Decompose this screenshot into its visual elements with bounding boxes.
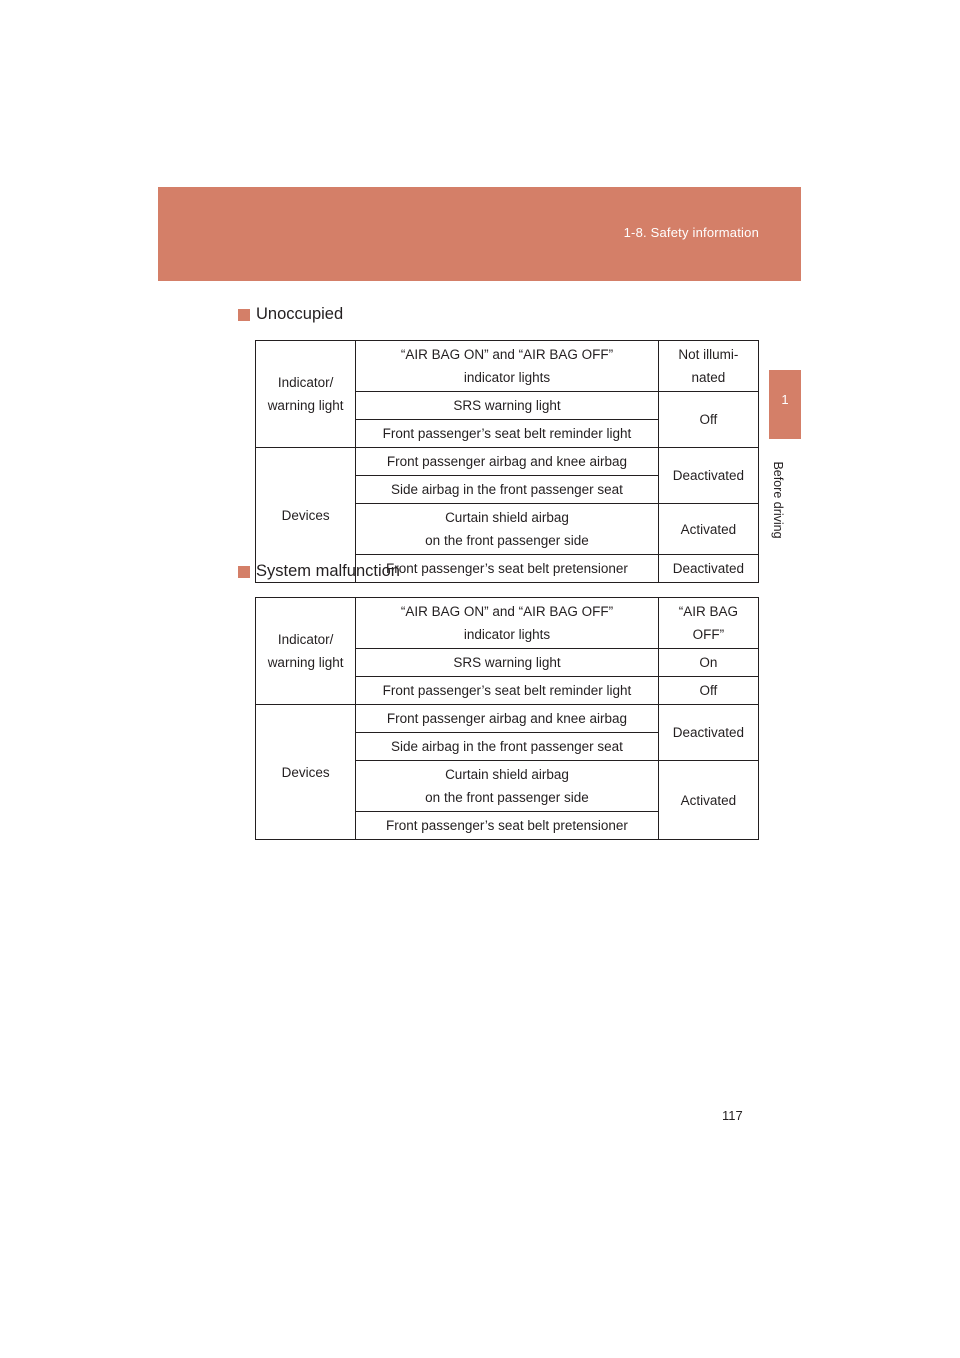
table-row xyxy=(256,705,759,733)
table-cell: Side airbag in the front passenger seat xyxy=(356,733,659,761)
status-cell: Not illumi- nated xyxy=(658,341,758,392)
status-cell: Deactivated xyxy=(658,555,758,583)
status-cell: Off xyxy=(658,392,758,448)
devices-label-cell: Devices xyxy=(256,705,356,840)
table-cell: “AIR BAG ON” and “AIR BAG OFF” indicator lights xyxy=(356,341,659,392)
indicator-label-cell: Indicator/ warning light xyxy=(256,598,356,705)
table-cell: SRS warning light xyxy=(356,392,659,420)
table-cell: Front passenger airbag and knee airbag xyxy=(356,448,659,476)
table-cell: Front passenger airbag and knee airbag xyxy=(356,705,659,733)
table-cell: Front passenger’s seat belt pretensioner xyxy=(356,812,659,840)
table-cell: Front passenger’s seat belt reminder light xyxy=(356,677,659,705)
table-row xyxy=(256,341,759,392)
table-cell: Curtain shield airbag on the front passenger side xyxy=(356,504,659,555)
malfunction-table xyxy=(255,597,759,840)
table-cell: Front passenger’s seat belt pretensioner xyxy=(356,555,659,583)
square-bullet-icon xyxy=(238,566,250,578)
unoccupied-table xyxy=(255,340,759,583)
unoccupied-heading xyxy=(238,305,343,324)
unoccupied-heading-text: Unoccupied xyxy=(256,305,344,323)
table-row xyxy=(256,598,759,649)
chapter-number: 1 xyxy=(781,392,789,407)
devices-label-cell: Devices xyxy=(256,448,356,583)
section-title: 1-8. Safety information xyxy=(623,225,759,240)
table-cell: Front passenger’s seat belt reminder light xyxy=(356,420,659,448)
table-cell: SRS warning light xyxy=(356,649,659,677)
status-cell: Activated xyxy=(658,761,758,840)
status-cell: “AIR BAG OFF” xyxy=(658,598,758,649)
table-cell: Curtain shield airbag on the front passenger side xyxy=(356,761,659,812)
square-bullet-icon xyxy=(238,309,250,321)
status-cell: Activated xyxy=(658,504,758,555)
status-cell: Deactivated xyxy=(658,705,758,761)
indicator-label-cell: Indicator/ warning light xyxy=(256,341,356,448)
page-number: 117 xyxy=(722,1108,743,1123)
malfunction-heading-text: System malfunction xyxy=(256,562,400,580)
status-cell: Off xyxy=(658,677,758,705)
chapter-tab xyxy=(769,370,801,439)
chapter-label: Before driving xyxy=(771,461,785,539)
status-cell: Deactivated xyxy=(658,448,758,504)
status-cell: On xyxy=(658,649,758,677)
table-cell: Side airbag in the front passenger seat xyxy=(356,476,659,504)
table-row xyxy=(256,448,759,476)
malfunction-heading xyxy=(238,562,400,581)
header-band xyxy=(158,187,801,281)
table-cell: “AIR BAG ON” and “AIR BAG OFF” indicator lights xyxy=(356,598,659,649)
